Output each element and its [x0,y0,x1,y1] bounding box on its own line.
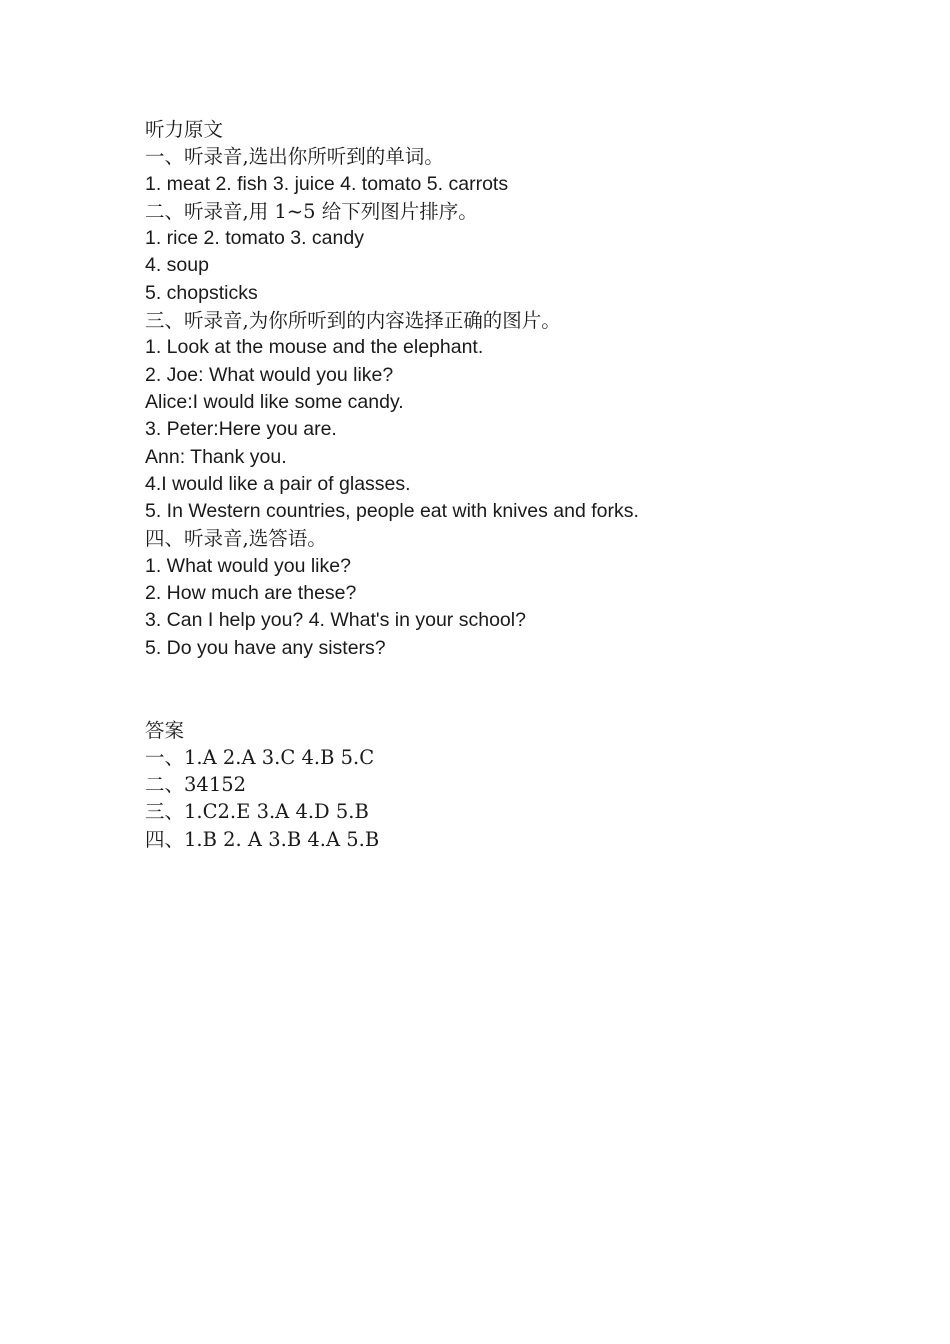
answer-line: 四、1.B 2. A 3.B 4.A 5.B [145,827,380,851]
section-4-line: 1. What would you like? [145,554,351,577]
section-3-line: Ann: Thank you. [145,445,287,468]
section-2-line: 1. rice 2. tomato 3. candy [145,227,364,250]
section-3-line: 4.I would like a pair of glasses. [145,472,411,495]
answer-line: 一、1.A 2.A 3.C 4.B 5.C [145,745,375,769]
section-gap [145,662,845,717]
transcript-title: 听力原文 [145,118,224,141]
section-2-line: 4. soup [145,254,209,277]
document-content [145,116,845,853]
section-4-line: 3. Can I help you? 4. What's in your school? [145,609,526,632]
section-3-line: 5. In Western countries, people eat with knives and forks. [145,500,639,523]
section-1-heading: 一、听录音,选出你所听到的单词。 [145,145,444,169]
transcript-section [145,116,845,662]
section-2-heading: 二、听录音,用 1~5 给下列图片排序。 [145,199,478,223]
section-3-line: 2. Joe: What would you like? [145,363,394,386]
answer-line: 二、34152 [145,773,247,797]
answers-title: 答案 [145,718,185,742]
section-3-line: 1. Look at the mouse and the elephant. [145,336,484,359]
section-1-words: 1. meat 2. fish 3. juice 4. tomato 5. carrots [145,172,509,195]
answer-line: 三、1.C2.E 3.A 4.D 5.B [145,800,369,824]
answers-section [145,717,845,853]
section-4-line: 2. How much are these? [145,582,357,605]
section-2-line: 5. chopsticks [145,281,258,304]
section-3-heading: 三、听录音,为你所听到的内容选择正确的图片。 [145,309,561,333]
section-3-line: 3. Peter:Here you are. [145,418,337,441]
section-4-line: 5. Do you have any sisters? [145,636,386,659]
section-3-line: Alice:I would like some candy. [145,390,404,413]
section-4-heading: 四、听录音,选答语。 [145,527,327,551]
